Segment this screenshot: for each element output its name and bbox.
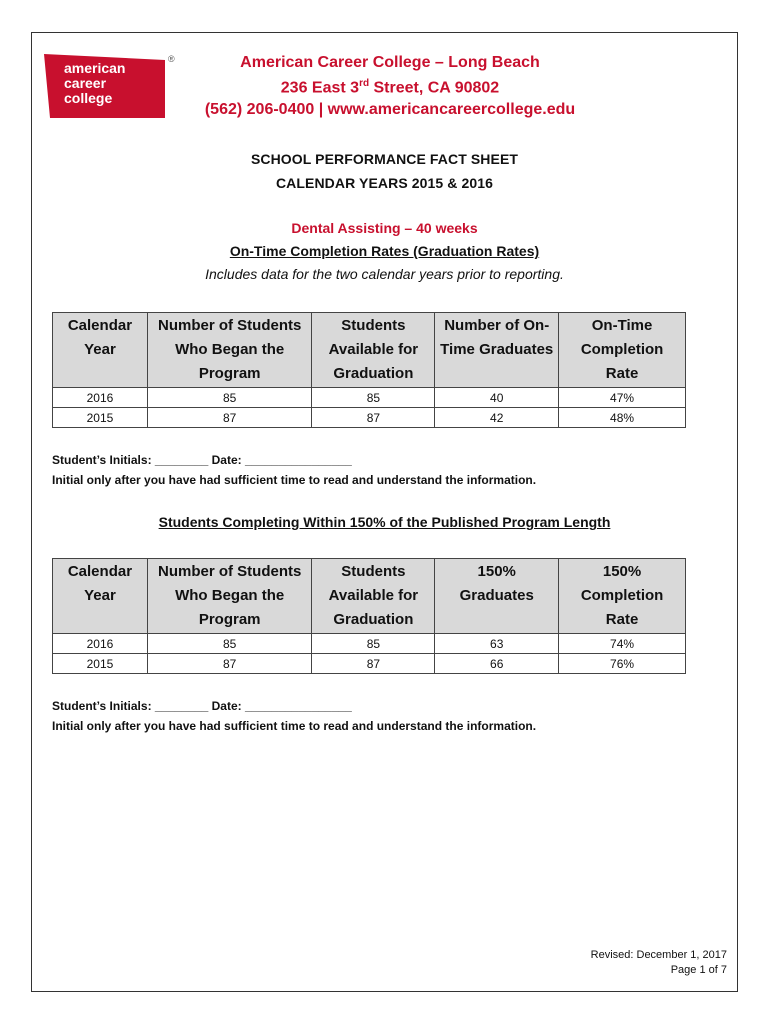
column-header: Number of Students Who Began the Program bbox=[147, 313, 312, 388]
page-number: Page 1 of 7 bbox=[670, 964, 727, 976]
college-address: 236 East 3rd Street, CA 90802 bbox=[280, 78, 500, 97]
table-cell: 2016 bbox=[53, 634, 148, 654]
section1-subheading: Includes data for the two calendar years prior to reporting. bbox=[205, 266, 564, 282]
table-cell: 87 bbox=[312, 408, 435, 428]
table-header-row bbox=[53, 313, 686, 388]
table-cell: 85 bbox=[147, 388, 312, 408]
college-logo bbox=[44, 54, 165, 118]
table-cell: 2015 bbox=[53, 654, 148, 674]
table-cell: 66 bbox=[435, 654, 559, 674]
college-contact: (562) 206-0400 | www.americancareercollege.edu bbox=[204, 101, 576, 118]
column-header: Calendar Year bbox=[53, 313, 148, 388]
column-header: Number of Students Who Began the Program bbox=[147, 559, 312, 634]
table-row bbox=[53, 654, 686, 674]
initials-note: Initial only after you have had sufficient time to read and understand the information. bbox=[52, 719, 537, 733]
table-cell: 2016 bbox=[53, 388, 148, 408]
doc-subtitle: CALENDAR YEARS 2015 & 2016 bbox=[275, 175, 494, 191]
table-cell: 87 bbox=[147, 654, 312, 674]
revised-date: Revised: December 1, 2017 bbox=[590, 949, 727, 961]
table-header-row bbox=[53, 559, 686, 634]
column-header: 150% Completion Rate bbox=[559, 559, 686, 634]
column-header: Number of On-Time Graduates bbox=[435, 313, 559, 388]
program-title: Dental Assisting – 40 weeks bbox=[291, 220, 478, 236]
initials-note: Initial only after you have had sufficient time to read and understand the information. bbox=[52, 473, 537, 487]
college-name: American Career College – Long Beach bbox=[240, 54, 540, 71]
initials-date-line: Student’s Initials: ________ Date: ________________ bbox=[52, 699, 352, 713]
column-header: 150% Graduates bbox=[435, 559, 559, 634]
table-cell: 42 bbox=[435, 408, 559, 428]
table-row bbox=[53, 408, 686, 428]
table-cell: 85 bbox=[147, 634, 312, 654]
table-cell: 87 bbox=[312, 654, 435, 674]
column-header: On-Time Completion Rate bbox=[559, 313, 686, 388]
ontime-completion-table bbox=[52, 312, 686, 428]
logo-line1: american bbox=[64, 60, 126, 76]
table-row bbox=[53, 388, 686, 408]
table-cell: 63 bbox=[435, 634, 559, 654]
registered-mark: ® bbox=[168, 54, 175, 64]
table-cell: 40 bbox=[435, 388, 559, 408]
table-cell: 85 bbox=[312, 634, 435, 654]
table-cell: 48% bbox=[559, 408, 686, 428]
section2-heading: Students Completing Within 150% of the Published Program Length bbox=[158, 514, 611, 530]
table-cell: 76% bbox=[559, 654, 686, 674]
section1-heading: On-Time Completion Rates (Graduation Rates) bbox=[229, 243, 540, 259]
initials-date-line: Student’s Initials: ________ Date: ________________ bbox=[52, 453, 352, 467]
doc-title: SCHOOL PERFORMANCE FACT SHEET bbox=[250, 151, 519, 167]
table-cell: 85 bbox=[312, 388, 435, 408]
table-cell: 47% bbox=[559, 388, 686, 408]
column-header: Students Available for Graduation bbox=[312, 313, 435, 388]
150-percent-completion-table bbox=[52, 558, 686, 674]
table-cell: 87 bbox=[147, 408, 312, 428]
logo-line2: career bbox=[64, 75, 107, 91]
table-row bbox=[53, 634, 686, 654]
table-cell: 2015 bbox=[53, 408, 148, 428]
table-cell: 74% bbox=[559, 634, 686, 654]
column-header: Students Available for Graduation bbox=[312, 559, 435, 634]
logo-line3: college bbox=[64, 90, 113, 106]
column-header: Calendar Year bbox=[53, 559, 148, 634]
